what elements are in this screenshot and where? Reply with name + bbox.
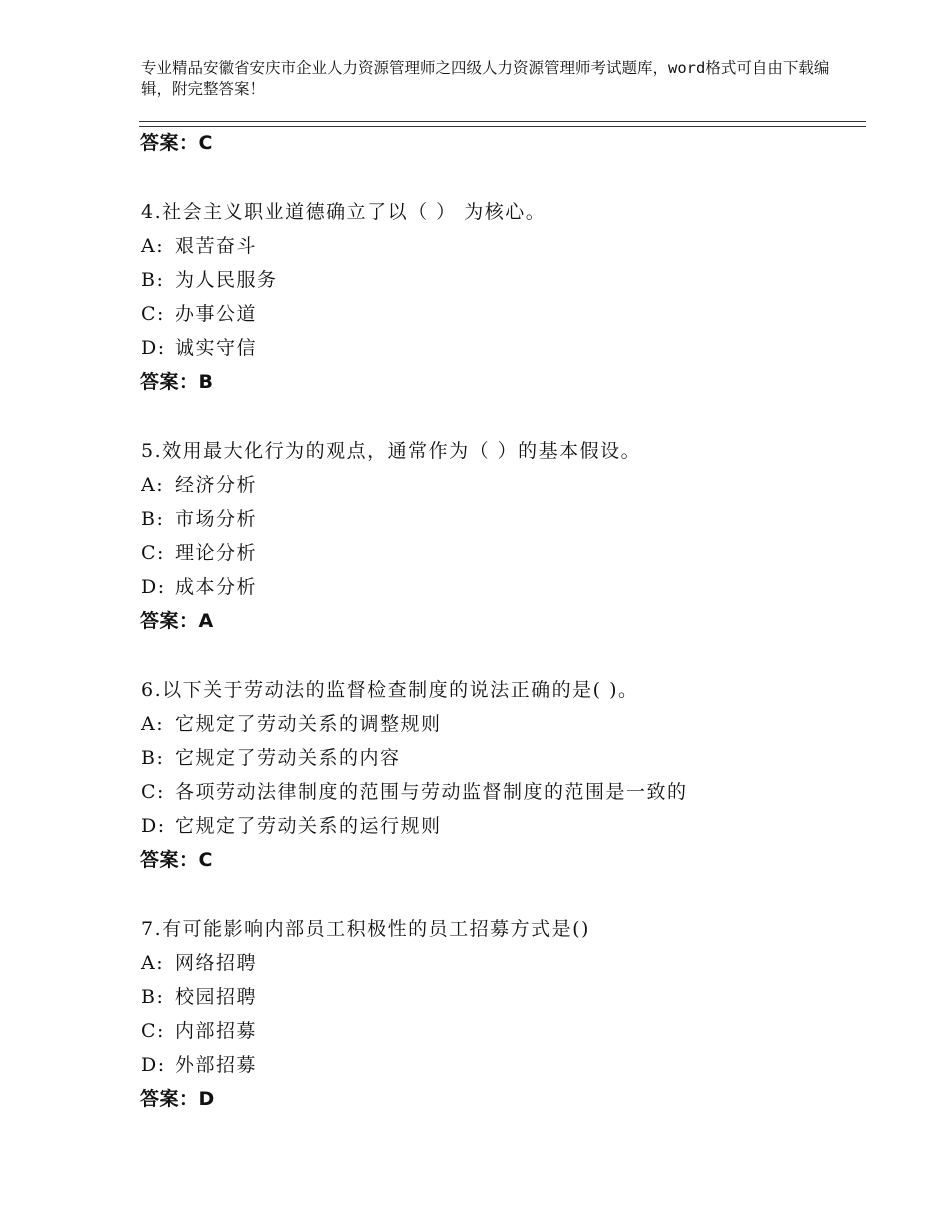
option-key: B: [141,747,165,769]
option-7d [141,1053,257,1077]
option-key: D: [141,815,166,837]
option-4b [141,268,278,292]
answer-q4: 答案：B [140,371,214,393]
option-text: 校园招聘 [175,986,258,1008]
option-5b [141,507,257,531]
option-key: A: [141,235,165,257]
option-7b [141,985,257,1009]
option-key: D: [141,337,166,359]
option-key: D: [141,1054,166,1076]
option-key: C: [141,303,165,325]
option-key: D: [141,576,166,598]
option-key: C: [141,781,165,803]
option-text: 它规定了劳动关系的调整规则 [175,713,442,735]
option-text: 它规定了劳动关系的运行规则 [175,815,442,837]
option-text: 市场分析 [175,508,258,530]
option-text: 外部招募 [175,1054,258,1076]
option-key: B: [141,986,165,1008]
option-5c [141,541,257,565]
option-key: A: [141,713,165,735]
option-text: 成本分析 [175,576,258,598]
option-7c [141,1019,257,1043]
option-key: B: [141,508,165,530]
answer-q5: 答案：A [140,610,214,632]
option-text: 网络招聘 [175,952,258,974]
option-text: 各项劳动法律制度的范围与劳动监督制度的范围是一致的 [175,781,688,803]
option-key: B: [141,269,165,291]
option-4d [141,336,257,360]
question-4: 4.社会主义职业道德确立了以（ ） 为核心。 [141,201,547,223]
option-text: 诚实守信 [175,337,258,359]
option-text: 内部招募 [175,1020,258,1042]
option-text: 经济分析 [175,474,258,496]
option-text: 办事公道 [175,303,258,325]
option-key: C: [141,542,165,564]
option-6a [141,712,442,736]
option-5d [141,575,257,599]
option-6d [141,814,442,838]
option-key: A: [141,952,165,974]
question-5: 5.效用最大化行为的观点，通常作为（ ）的基本假设。 [141,440,642,462]
header-divider [139,121,866,127]
document-header: 专业精品安徽省安庆市企业人力资源管理师之四级人力资源管理师考试题库，word格式可自由下载编辑，附完整答案！ [141,59,830,98]
option-5a [141,473,257,497]
question-6: 6.以下关于劳动法的监督检查制度的说法正确的是( )。 [141,679,639,701]
option-4c [141,302,257,326]
question-7: 7.有可能影响内部员工积极性的员工招募方式是() [141,918,590,940]
option-6b [141,746,401,770]
option-key: A: [141,474,165,496]
option-key: C: [141,1020,165,1042]
option-text: 为人民服务 [175,269,278,291]
answer-q6: 答案：C [140,849,213,871]
option-text: 理论分析 [175,542,258,564]
option-6c [141,780,688,804]
option-7a [141,951,257,975]
option-text: 它规定了劳动关系的内容 [175,747,401,769]
answer-q7: 答案：D [140,1088,215,1110]
answer-q3: 答案：C [140,132,213,154]
option-4a [141,234,257,258]
option-text: 艰苦奋斗 [175,235,258,257]
